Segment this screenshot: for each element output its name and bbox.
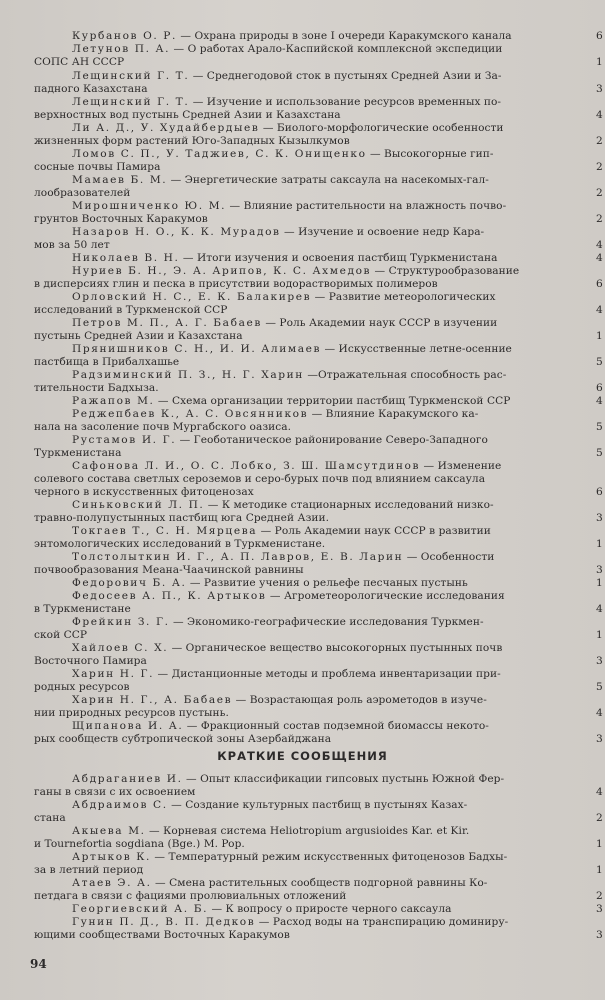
- entry-title: — Роль Академии наук СССР в развитии: [257, 525, 491, 537]
- entry-title: — Схема организации территории пастбищ Туркменской ССР: [154, 395, 511, 407]
- entry-first-line: [72, 851, 572, 864]
- entry-continuation-line: [34, 356, 574, 369]
- entry-author: Сафонова Л. И., О. С. Лобко, З. Ш. Шамсутдинов: [72, 460, 421, 472]
- entry-continuation-line: [34, 603, 574, 616]
- entry-title-continued: ющими сообществами Восточных Каракумов: [34, 929, 290, 941]
- entry-author: Ражапов М.: [72, 395, 155, 407]
- entry-title: — Расход воды на транспирацию доминиру-: [255, 916, 509, 928]
- entry-title-continued: жизненных форм растений Юго-Западных Кызылкумов: [34, 135, 350, 147]
- entry-page-ref: 4: [596, 786, 603, 798]
- entry-first-line: [72, 369, 572, 382]
- entry-page-ref: 3: [596, 733, 603, 745]
- page-number: 94: [30, 957, 47, 971]
- entry-first-line: [72, 577, 572, 590]
- entry-title: — К вопросу о приросте черного саксаула: [208, 903, 452, 915]
- section-title: КРАТКИЕ СООБЩЕНИЯ: [217, 749, 388, 763]
- entry-title-continued: стана: [34, 812, 66, 824]
- entry-author: Ломов С. П., У. Таджиев, С. К. Онищенко: [72, 148, 367, 160]
- entry-page-ref: 4: [596, 252, 603, 264]
- bibliography-entry: [0, 226, 605, 252]
- entry-author: Синьковский Л. П.: [72, 499, 205, 511]
- entry-title-continued: за в летний период: [34, 864, 144, 876]
- entry-first-line: [72, 720, 572, 733]
- entry-first-line: [72, 616, 572, 629]
- entry-author: Мирошниченко Ю. М.: [72, 200, 227, 212]
- entry-author: Токгаев Т., С. Н. Мярцева: [72, 525, 258, 537]
- entry-first-line: [72, 226, 572, 239]
- entry-continuation-line: [34, 929, 574, 942]
- entry-first-line: [72, 395, 572, 408]
- entry-title: — Изменение: [420, 460, 502, 472]
- bibliography-entry: [0, 174, 605, 200]
- bibliography-entry: [0, 369, 605, 395]
- entry-author: Орловский Н. С., Е. К. Балакирев: [72, 291, 312, 303]
- entry-page-ref: 4: [596, 707, 603, 719]
- entry-author: Лещинский Г. Т.: [72, 70, 190, 82]
- entry-author: Николаев В. Н.: [72, 252, 180, 264]
- entry-author: Лещинский Г. Т.: [72, 96, 190, 108]
- entry-first-line: [72, 148, 572, 161]
- entry-title: — Особенности: [403, 551, 495, 563]
- entry-title-continued: нии природных ресурсов пустынь.: [34, 707, 229, 719]
- entry-first-line: [72, 903, 572, 916]
- entry-continuation-line: [34, 538, 574, 551]
- entry-first-line: [72, 291, 572, 304]
- entry-title-continued: в Туркменистане: [34, 603, 131, 615]
- bibliography-entry: [0, 720, 605, 746]
- entry-title-continued: верхностных вод пустынь Средней Азии и Казахстана: [34, 109, 341, 121]
- entry-title: — Фракционный состав подземной биомассы некото-: [183, 720, 489, 732]
- entry-author: Прянишников С. Н., И. И. Алимаев: [72, 343, 322, 355]
- entry-page-ref: 5: [596, 681, 603, 693]
- entry-author: Мамаев Б. М.: [72, 174, 168, 186]
- entry-title: — Итоги изучения и освоения пастбищ Туркменистана: [179, 252, 498, 264]
- entry-title-continued: пустынь Средней Азии и Казахстана: [34, 330, 243, 342]
- entry-author: Абдраганиев И.: [72, 773, 183, 785]
- entry-continuation-line: [34, 187, 574, 200]
- entry-page-ref: 3: [596, 512, 603, 524]
- bibliography-entry: [0, 577, 605, 590]
- entry-page-ref: 2: [596, 187, 603, 199]
- entry-continuation-line: [34, 681, 574, 694]
- entry-title-continued: рых сообществ субтропической зоны Азербайджана: [34, 733, 332, 745]
- entry-title-continued: Восточного Памира: [34, 655, 147, 667]
- entry-author: Гунин П. Д., В. П. Дедков: [72, 916, 256, 928]
- entry-author: Хайлоев С. Х.: [72, 642, 169, 654]
- entry-continuation-line: [34, 304, 574, 317]
- bibliography-entry: [0, 551, 605, 577]
- entry-first-line: [72, 265, 572, 278]
- entry-page-ref: 6: [596, 382, 603, 394]
- entry-first-line: [72, 773, 572, 786]
- entry-title: — Влияние растительности на влажность почво-: [226, 200, 507, 212]
- bibliography-entry: [0, 694, 605, 720]
- bibliography-entry: [0, 200, 605, 226]
- entry-continuation-line: [34, 278, 574, 291]
- entry-page-ref: 4: [596, 109, 603, 121]
- entry-continuation-line: [34, 330, 574, 343]
- entry-author: Харин Н. Г., А. Бабаев: [72, 694, 233, 706]
- entry-author: Акыева М.: [72, 825, 146, 837]
- entry-first-line: [72, 434, 572, 447]
- entry-continuation-line: [34, 486, 574, 499]
- entry-page-ref: 1: [596, 330, 603, 342]
- entry-first-line: [72, 70, 572, 83]
- entry-title-continued: тительности Бадхыза.: [34, 382, 159, 394]
- entry-title: — Изучение и использование ресурсов временных по-: [189, 96, 502, 108]
- entry-continuation-line: [34, 838, 574, 851]
- entry-page-ref: 6: [596, 278, 603, 290]
- entry-title-continued: родных ресурсов: [34, 681, 130, 693]
- entry-author: Федорович Б. А.: [72, 577, 187, 589]
- entry-title-continued: сосные почвы Памира: [34, 161, 161, 173]
- entry-title: — Роль Академии наук СССР в изучении: [261, 317, 498, 329]
- entry-title: — Биолого-морфологические особенности: [259, 122, 504, 134]
- entry-page-ref: 2: [596, 161, 603, 173]
- entry-continuation-line: [34, 786, 574, 799]
- entry-first-line: [72, 694, 572, 707]
- entry-author: Фрейкин З. Г.: [72, 616, 170, 628]
- entry-author: Нуриев Б. Н., Э. А. Арипов, К. С. Ахмедов: [72, 265, 372, 277]
- entry-title: — Развитие метеорологических: [311, 291, 496, 303]
- bibliography-entry: [0, 460, 605, 499]
- entry-author: Георгиевский А. Б.: [72, 903, 209, 915]
- entry-title-continued: мов за 50 лет: [34, 239, 110, 251]
- entry-first-line: [72, 525, 572, 538]
- entry-first-line: [72, 43, 572, 56]
- entry-continuation-line: [34, 109, 574, 122]
- entry-first-line: [72, 343, 572, 356]
- bibliography-entry: [0, 265, 605, 291]
- entry-title-continued: Туркменистана: [34, 447, 122, 459]
- entry-title-continued: пастбища в Прибалхашье: [34, 356, 180, 368]
- entry-author: Щипанова И. А.: [72, 720, 184, 732]
- bibliography-entry: [0, 96, 605, 122]
- entry-page-ref: 6: [596, 30, 603, 42]
- bibliography-entry: [0, 434, 605, 460]
- entry-continuation-line: [34, 239, 574, 252]
- entry-title: — Смена растительных сообществ подгорной равнины Ко-: [151, 877, 488, 889]
- entry-title-continued: и Tournefortia sogdiana (Bge.) M. Pop.: [34, 838, 245, 850]
- entry-author: Реджепбаев К., А. С. Овсянников: [72, 408, 309, 420]
- entry-page-ref: 5: [596, 421, 603, 433]
- bibliography-entry: [0, 148, 605, 174]
- entry-continuation-line: [34, 890, 574, 903]
- bibliography-entry: [0, 408, 605, 434]
- entry-first-line: [72, 96, 572, 109]
- entry-first-line: [72, 668, 572, 681]
- entry-title: — Возрастающая роль аэрометодов в изуче-: [232, 694, 487, 706]
- bibliography-entry: [0, 252, 605, 265]
- entry-author: Летунов П. А.: [72, 43, 171, 55]
- bibliography-entry: [0, 343, 605, 369]
- entry-continuation-line: [34, 629, 574, 642]
- entry-title: — Геоботаническое районирование Северо-Западного: [176, 434, 488, 446]
- entry-page-ref: 2: [596, 890, 603, 902]
- entry-author: Толстолыткин И. Г., А. П. Лавров, Е. В. Ларин: [72, 551, 404, 563]
- bibliography-entry: [0, 773, 605, 799]
- entry-first-line: [72, 252, 572, 265]
- entry-first-line: [72, 642, 572, 655]
- entry-title: — Корневая система Heliotropium argusioides Kar. et Kir.: [145, 825, 470, 837]
- entry-title-continued: СОПС АН СССР: [34, 56, 125, 68]
- bibliography-entry: [0, 916, 605, 942]
- entry-page-ref: 2: [596, 812, 603, 824]
- entry-page-ref: 3: [596, 903, 603, 915]
- entry-continuation-line: [34, 655, 574, 668]
- entry-author: Радзиминский П. З., Н. Г. Харин: [72, 369, 304, 381]
- bibliography-entry: [0, 317, 605, 343]
- entry-page-ref: 4: [596, 239, 603, 251]
- entry-title-continued: энтомологических исследований в Туркменистане.: [34, 538, 326, 550]
- bibliography-entry: [0, 825, 605, 851]
- entry-first-line: [72, 499, 572, 512]
- entry-title: — Экономико-географические исследования Туркмен-: [169, 616, 484, 628]
- entry-title: — Развитие учения о рельефе песчаных пустынь: [186, 577, 468, 589]
- entry-title: — Дистанционные методы и проблема инвентаризации при-: [154, 668, 501, 680]
- bibliography-entry: [0, 122, 605, 148]
- entry-page-ref: 4: [596, 304, 603, 316]
- entry-first-line: [72, 877, 572, 890]
- entry-title: —Отражательная способность рас-: [303, 369, 507, 381]
- entry-page-ref: 1: [596, 629, 603, 641]
- bibliography-entry: [0, 30, 605, 43]
- entry-author: Курбанов О. Р.: [72, 30, 177, 42]
- entry-continuation-line: [34, 447, 574, 460]
- entry-page-ref: 2: [596, 135, 603, 147]
- bibliography-entry: [0, 291, 605, 317]
- entry-continuation-line: [34, 473, 574, 486]
- bibliography-entry: [0, 799, 605, 825]
- entry-author: Атаев Э. А.: [72, 877, 152, 889]
- entry-title: — Искусственные летне-осенние: [321, 343, 512, 355]
- bibliography-entry: [0, 525, 605, 551]
- bibliography-entry: [0, 43, 605, 69]
- entry-title: — К методике стационарных исследований низко-: [204, 499, 494, 511]
- bibliography-entry: [0, 877, 605, 903]
- entry-author: Абдраимов С.: [72, 799, 168, 811]
- bibliography-entry: [0, 70, 605, 96]
- entry-title-continued: почвообразования Меана-Чаачинской равнины: [34, 564, 304, 576]
- entry-first-line: [72, 590, 572, 603]
- bibliography-entry: [0, 395, 605, 408]
- entry-page-ref: 1: [596, 56, 603, 68]
- entry-first-line: [72, 825, 572, 838]
- entry-page-ref: 3: [596, 83, 603, 95]
- entry-continuation-line: [34, 733, 574, 746]
- entry-author: Рустамов И. Г.: [72, 434, 177, 446]
- entry-page-ref: 3: [596, 655, 603, 667]
- entry-continuation-line: [34, 812, 574, 825]
- entry-author: Назаров Н. О., К. К. Мурадов: [72, 226, 281, 238]
- entry-first-line: [72, 317, 572, 330]
- entry-continuation-line: [34, 707, 574, 720]
- entry-continuation-line: [34, 83, 574, 96]
- entry-continuation-line: [34, 135, 574, 148]
- entry-continuation-line: [34, 56, 574, 69]
- entry-title: — Органическое вещество высокогорных пустынных почв: [168, 642, 503, 654]
- entry-title: — Охрана природы в зоне I очереди Каракумского канала: [177, 30, 512, 42]
- entry-first-line: [72, 200, 572, 213]
- entry-first-line: [72, 460, 572, 473]
- entry-title-continued: нала на засоление почв Мургабского оазиса.: [34, 421, 292, 433]
- entry-title: — Высокогорные гип-: [366, 148, 494, 160]
- entry-author: Харин Н. Г.: [72, 668, 155, 680]
- entry-first-line: [72, 174, 572, 187]
- entry-page-ref: 1: [596, 538, 603, 550]
- entry-title: — Изучение и освоение недр Кара-: [280, 226, 485, 238]
- entry-author: Артыков К.: [72, 851, 151, 863]
- entry-author: Федосеев А. П., К. Артыков: [72, 590, 267, 602]
- entry-title-continued: в дисперсиях глин и песка в присутствии водорастворимых полимеров: [34, 278, 438, 290]
- entry-author: Петров М. П., А. Г. Бабаев: [72, 317, 262, 329]
- bibliography-entry: [0, 642, 605, 668]
- entry-continuation-line: [34, 161, 574, 174]
- entry-continuation-line: [34, 564, 574, 577]
- entry-title-continued: ганы в связи с их освоением: [34, 786, 196, 798]
- entry-page-ref: 1: [596, 838, 603, 850]
- entry-title: — Создание культурных пастбищ в пустынях Казах-: [167, 799, 468, 811]
- entry-title-continued: травно-полупустынных пастбищ юга Средней Азии.: [34, 512, 330, 524]
- entry-title-continued: падного Казахстана: [34, 83, 148, 95]
- entry-title-continued: петдага в связи с фациями пролювиальных отложений: [34, 890, 347, 902]
- entry-first-line: [72, 30, 572, 43]
- bibliography-entry: [0, 903, 605, 916]
- entry-page-ref: 6: [596, 486, 603, 498]
- entry-title-continued: лообразователей: [34, 187, 131, 199]
- entry-title: — Агрометеорологические исследования: [266, 590, 505, 602]
- entry-page-ref: 5: [596, 447, 603, 459]
- entry-page-ref: 4: [596, 603, 603, 615]
- entry-title-continued: черного в искусственных фитоценозах: [34, 486, 254, 498]
- entry-page-ref: 1: [596, 864, 603, 876]
- entry-title: — Энергетические затраты саксаула на насекомых-гал-: [167, 174, 489, 186]
- bibliography-entry: [0, 590, 605, 616]
- entry-title: — Структурообразование: [371, 265, 520, 277]
- entry-first-line: [72, 551, 572, 564]
- entry-continuation-line: [34, 213, 574, 226]
- entry-page-ref: 2: [596, 213, 603, 225]
- entry-title-continued: солевого состава светлых сероземов и серо-бурых почв под влиянием саксаула: [34, 473, 486, 485]
- entry-continuation-line: [34, 512, 574, 525]
- entry-continuation-line: [34, 864, 574, 877]
- entry-page-ref: 4: [596, 395, 603, 407]
- entry-page-ref: 3: [596, 929, 603, 941]
- entry-continuation-line: [34, 382, 574, 395]
- entry-page-ref: 3: [596, 564, 603, 576]
- entry-title: — О работах Арало-Каспийской комплексной экспедиции: [170, 43, 503, 55]
- entry-title: — Температурный режим искусственных фитоценозов Бадхы-: [151, 851, 508, 863]
- bibliography-entry: [0, 499, 605, 525]
- entry-title-continued: ской ССР: [34, 629, 88, 641]
- bibliography-entry: [0, 851, 605, 877]
- entry-first-line: [72, 799, 572, 812]
- entry-title: — Среднегодовой сток в пустынях Средней Азии и За-: [189, 70, 502, 82]
- entry-title: — Опыт классификации гипсовых пустынь Южной Фер-: [182, 773, 505, 785]
- entry-page-ref: 5: [596, 356, 603, 368]
- bibliography-entry: [0, 616, 605, 642]
- entry-first-line: [72, 408, 572, 421]
- entry-title-continued: грунтов Восточных Каракумов: [34, 213, 208, 225]
- entry-page-ref: 1: [596, 577, 603, 589]
- entry-title: — Влияние Каракумского ка-: [308, 408, 479, 420]
- entry-continuation-line: [34, 421, 574, 434]
- entry-author: Ли А. Д., У. Худайбердыев: [72, 122, 260, 134]
- entry-first-line: [72, 122, 572, 135]
- entry-first-line: [72, 916, 572, 929]
- entry-title-continued: исследований в Туркменской ССР: [34, 304, 228, 316]
- bibliography-entry: [0, 668, 605, 694]
